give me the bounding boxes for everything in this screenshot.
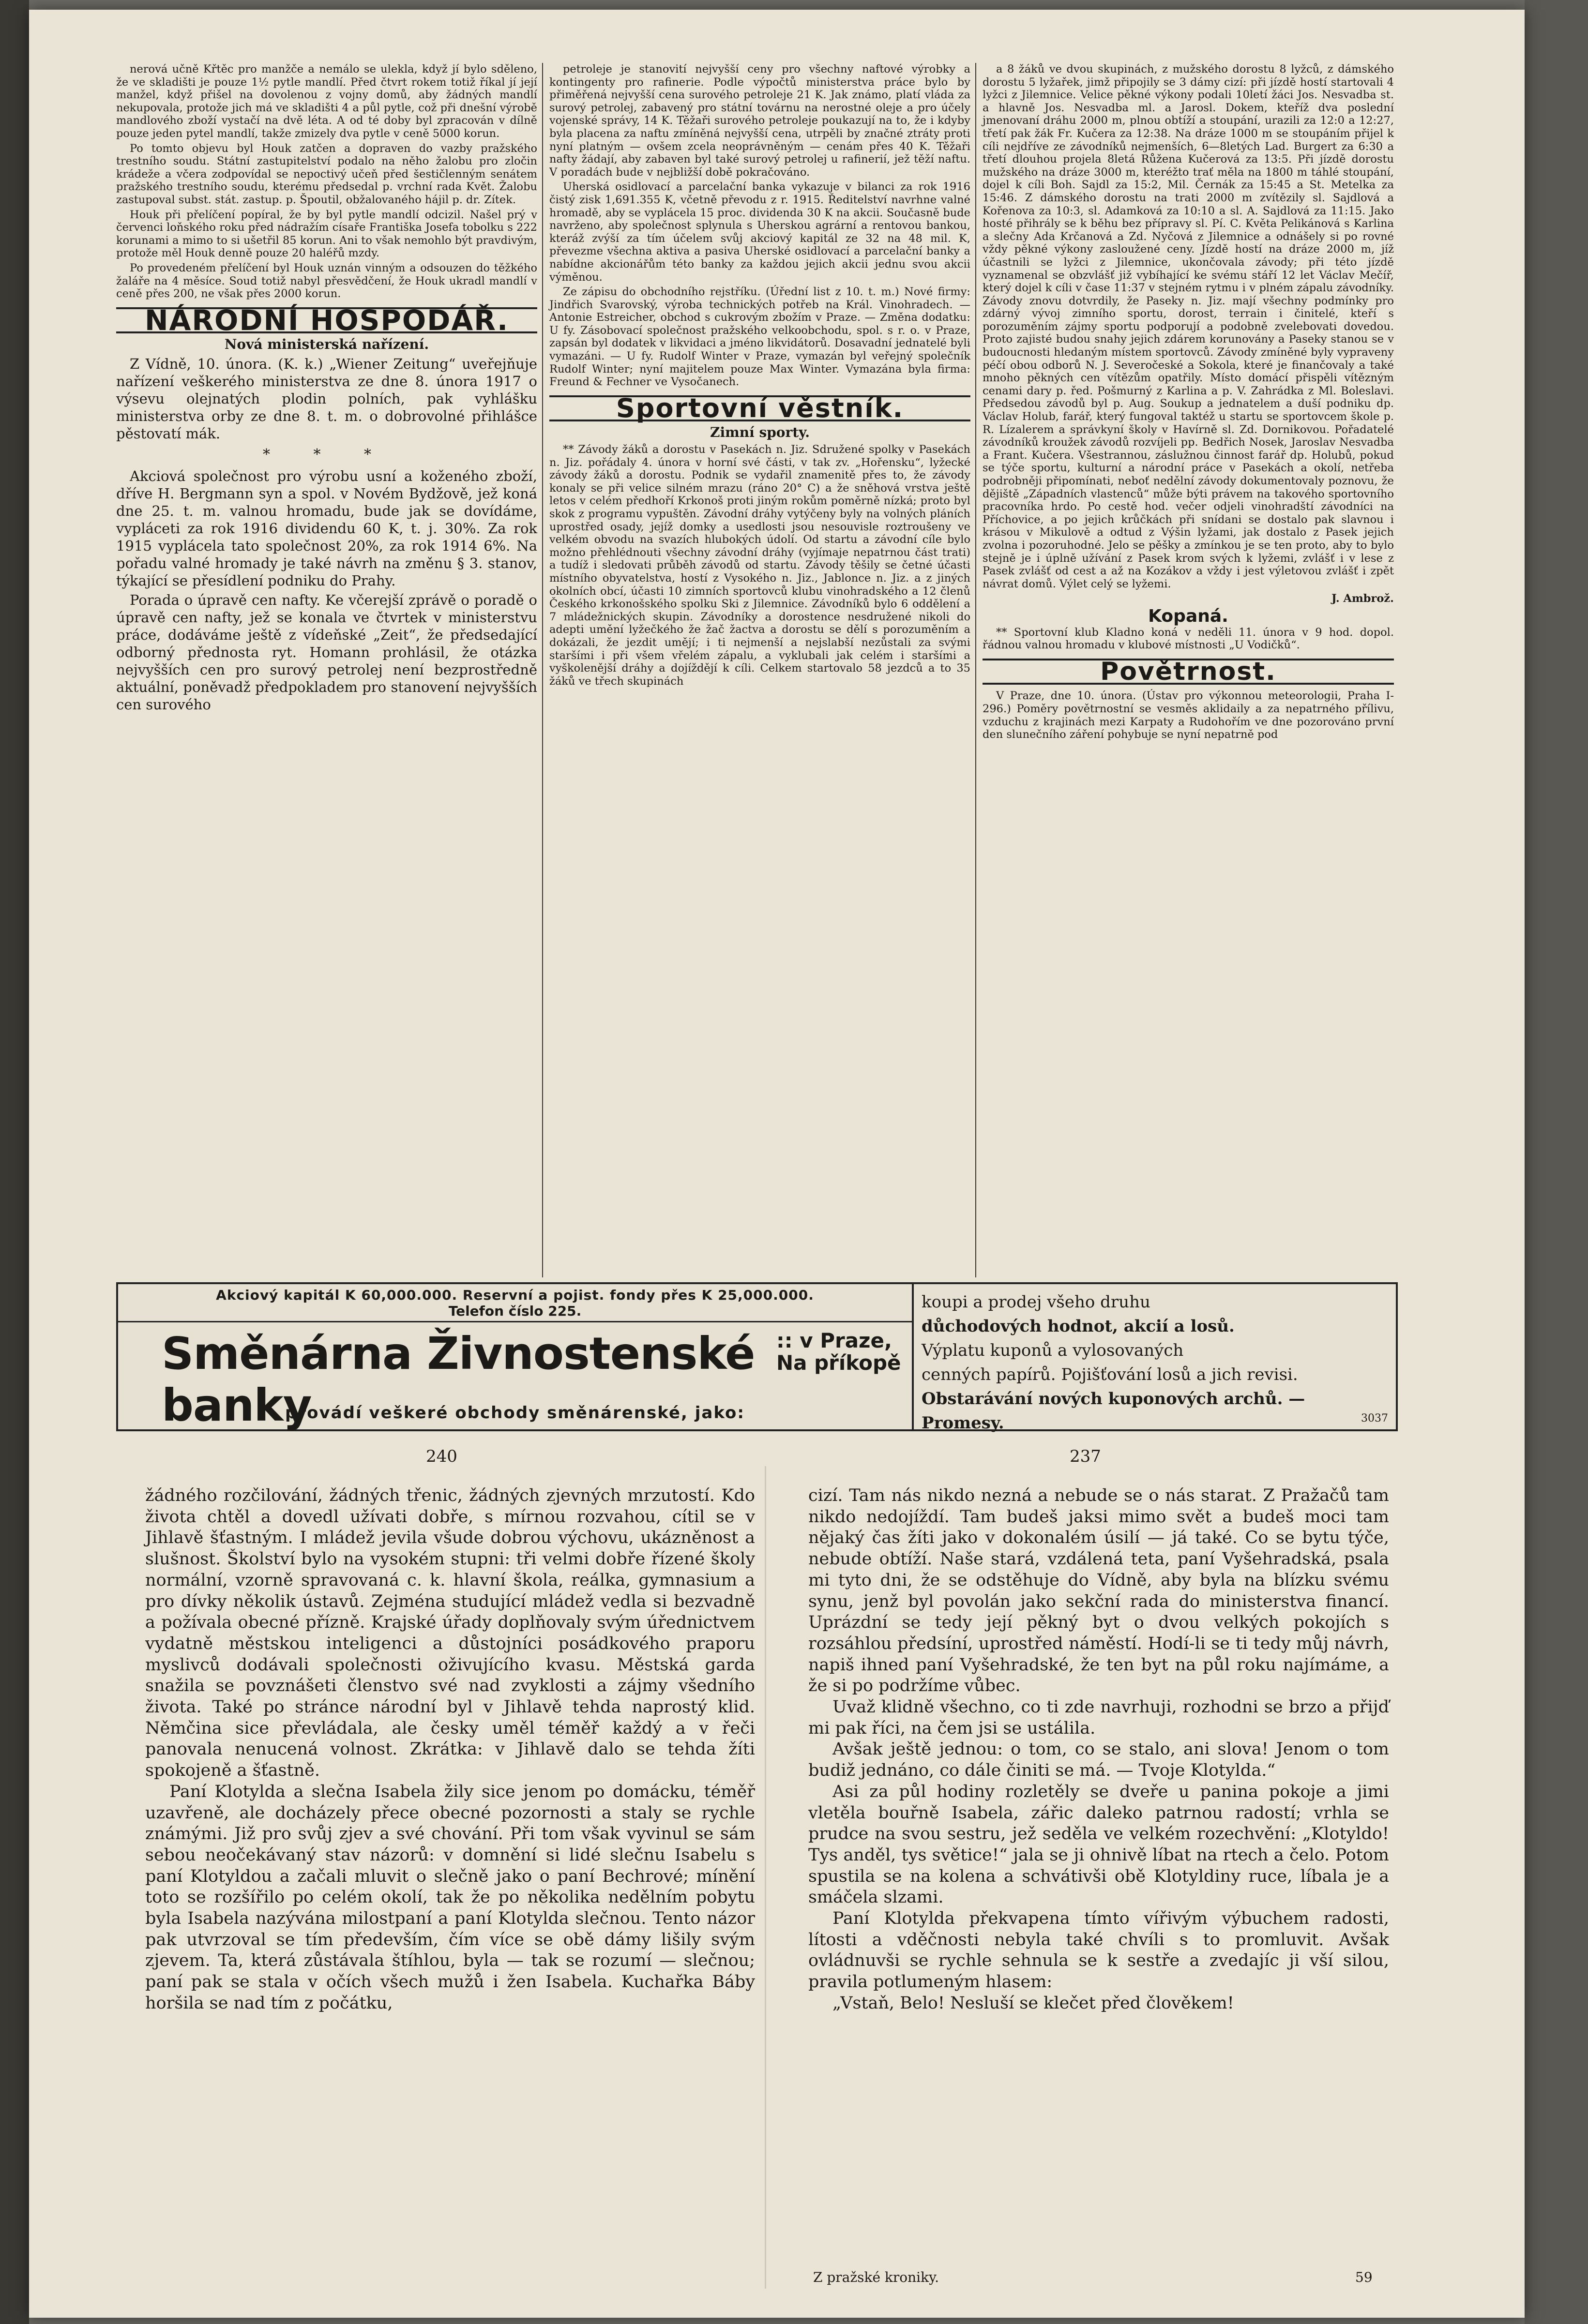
book-paragraph: Asi za půl hodiny rozletěly se dveře u panina pokoje a jimi vletěla bouřně Isabela, zářic daleko patrnou radostí; vrhla se prudce na svou sestru, jež seděla ve velkém rozechvění: „Klotyldo! Tys anděl, tys světice!“ jala se ji ohnivě líbat na rtech a čelo. Potom spustila se na kolena a schvátivši obě Klotyldiny ruce, líbala je a smáčela slzami. — [808, 1782, 1389, 1907]
book-page-right — [808, 1485, 1389, 2014]
news-paragraph: Po provedeném přelíčení byl Houk uznán vinným a odsouzen do těžkého žaláře na 4 měsíce. Soud totiž nabyl přesvědčení, že Houk ukradl mandlí v ceně přes 200, ne však přes 2000 korun. — [116, 261, 537, 300]
book-paragraph: Paní Klotylda a slečna Isabela žily sice jenom po domácku, téměř uzavřeně, ale docházely přece obecné pozornosti a staly se rychle známými. Již pro svůj zjev a své chování. Při tom však vyvinul se sám sebou neočekávaný stav názorů: v domnění si lidé slečnu Isabelu s paní Klotyldou a začali mluvit o slečně jako o paní Bechrové; mínění toto se rozšířilo po celém okolí, tak že po několika nedělním pobytu byla Isabela nazývána milostpaní a paní Klotylda slečnou. Tento názor pak utvrzoval se tím především, čím více se obě dámy lišily svým zjevem. Ta, která zůstávala štíhlou, byla — tak se rozumí — slečnou; paní pak se stala v očích všech mužů i žen Isabela. Kuchařka Báby horšila se nad tím z počátku, — [145, 1782, 755, 2013]
ad-right-panel — [922, 1290, 1381, 1435]
page-number-right: 237 — [1070, 1447, 1101, 1466]
news-paragraph: Po tomto objevu byl Houk zatčen a dopraven do vazby pražského trestního soudu. Státní zastupitelství podalo na něho žalobu pro zločin krádeže a včera zodpovídal se nepoctivý učeň před šestičlenným senátem pražského trestního soudu, kterému předsedal p. vrchní rada Květ. Žalobu zastupoval subst. stát. zastup. p. Špoutil, obžalovaného hájil p. dr. Zítek. — [116, 142, 537, 206]
ad-text-line: koupi a prodej všeho druhu — [922, 1292, 1150, 1312]
news-paragraph: Houk při přelíčení popíral, že by byl pytle mandlí odcizil. Našel prý v červenci loňského roku před nádražím císaře Františka Josefa tobolku s 222 korunami a mimo to si ušetřil 85 korun. Ani to však nemohlo být pravdivým, protože měl Houk denně pouze 20 haléřů mzdy. — [116, 208, 537, 260]
footer-source: Z pražské kroniky. — [813, 2269, 939, 2285]
separator-stars: * * * — [262, 446, 391, 463]
book-paragraph: Uvaž klidně všechno, co ti zde navrhuji, rozhodni se brzo a přijď mi pak říci, na čem jsi se ustálila. — [808, 1697, 1389, 1738]
section-header-narodni-hospodar: NÁRODNÍ HOSPODÁŘ. — [116, 307, 537, 334]
column-rule — [975, 63, 976, 1277]
subheader-zimni-sporty: Zimní sporty. — [710, 424, 810, 441]
news-paragraph: Z Vídně, 10. února. (K. k.) „Wiener Zeitung“ uveřejňuje nařízení veškerého ministerstva ze dne 8. února 1917 o výsevu olejnatých plodin polních, pak vyhlášku ministerstva orby ze dne 8. t. m. o dobrovolné přihlášce pěstovatí mák. — [116, 355, 537, 442]
ad-street-line: Na příkopě — [776, 1351, 901, 1375]
news-column-2 — [549, 63, 970, 690]
news-paragraph: Porada o úpravě cen nafty. Ke včerejší zprávě o poradě o úpravě cen nafty, jež se konala ve čtvrtek v ministerstvu práce, dodáváme ještě z vídeňské „Zeit“, že předsedající odborný přednosta ryt. Homann prohlásil, že otázka nejvyšších cen pro surový petrolej není bezprostředně aktuální, poněvadž předpokladem pro stanovení nejvyšších cen surového — [116, 591, 537, 713]
news-paragraph: V Praze, dne 10. února. (Ústav pro výkonnou meteorologii, Praha I-296.) Poměry povětrnostní se vesměs aklidaily a za nepatrného přílivu, vzduchu z krajinách mezi Karpaty a Rudohořím ve dne pozorováno první den slunečního záření pohybuje se nyní nepatrně pod — [983, 690, 1394, 741]
ad-services-line: provádí veškeré obchody směnárenské, jako: — [285, 1403, 745, 1423]
book-paragraph: Paní Klotylda překvapena tímto vířivým výbuchem radosti, lítosti a vděčnosti nebyla také chvíli s to promluvit. Avšak ovládnuvši se rychle sehnula se k sestře a zvedajíc ji vší silou, pravila potlumeným hlasem: — [808, 1909, 1389, 1992]
section-header-povetrnost: Povětrnost. — [983, 659, 1394, 685]
book-page-left — [145, 1485, 755, 2014]
news-paragraph: Ze zápisu do obchodního rejstříku. (Úřední list z 10. t. m.) Nové firmy: Jindřich Svarovský, výroba technických potřeb na Král. Vinohradech. — Antonie Estreicher, obchod s cukrovým zbožím v Praze. — Změna dodatku: U fy. Zásobovací společnost pražského velkoobchodu, spol. s r. o. v Praze, zapsán byl dodatek v likvidaci a jméno likvidátorů. Dosavadní jednatelé byli vymazáni. — U fy. Rudolf Winter v Praze, vymazán byl veřejný společník Rudolf Winter; nyní majitelem pouze Max Winter. Vymazána byla firma: Freund & Fechner ve Vysočanech. — [549, 285, 970, 389]
headline-ministerska-narizeni: Nová ministerská nařízení. — [224, 336, 429, 353]
news-paragraph: a 8 žáků ve dvou skupinách, z mužského dorostu 8 lyžců, z dámského dorostu 5 lyžařek, jimž připojily se 3 dámy cizí: při jízdě hostí startovali 4 lyžci z Jilemnice. Velice pěkné výkony podali 10letí žáci Jos. Nesvadba st. a hlavně Jos. Nesvadba ml. a Jarosl. Dokem, kteříž dva poslední jmenovaní dráhu 2000 m, plnou obtíží a stoupání, urazili za 12:0 a 12:27, třetí pak žák Fr. Kučera za 12:38. Na dráze 1000 m se stoupáním přijel k cíli nejdříve ze závodníků nejmenších, 6—8letých Lad. Burgert za 6:30 a třetí dlouhou projela 8letá Růžena Kučerová za 13:5. Při jízdě dorostu mužského na dráze 3000 m, kteréžto trať měla na 1800 m táhlé stoupání, dojel k cíli Boh. Sajdl za 15:2, Mil. Černák za 15:45 a St. Metelka za 15:46. Z dámského dorostu na trati 2000 m zvítězily sl. Sajdlová a Kořenova za 10:3, sl. Adamková za 10:10 a sl. A. Sajdlová za 11:15. Jako hosté přihrály se k běhu bez přípravy sl. Pí. C. Květa Pelikánová s Karlina a slečny Ada Krčanová a Zd. Nyčová z Jilemnice a odnášely si po rovné vždy pěkné výkony zasloužené ceny. Jízdě hostí na dráze 2000 m, jíž účastnili se lyžci z Jilemnice, ukončovala závody; při této jízdě vyznamenal se obzvlášť již vybíhající ke svému stáří 12 let Václav Mečíř, který dojel k cíli v čase 11:37 v stejném rytmu i v plném zápalu závodníky. Závody znovu dotvrdily, že Paseky n. Jiz. mají všechny podmínky pro zdárný vývoj zimního sportu, dorost, terrain i činitelé, kteří s porozuměním zájmy sportu podporují a podobně zvelebovati dovedou. Proto zajisté budou snahy jejich zdárem korunovány a Paseky stanou se v budoucnosti hledaným místem sportovců. Závody zmíněné byly vypraveny péčí obou odborů N. J. Severočeské a Sokola, které je finančovaly a také mnoho pěkných cen vítězům opatřily. Místo domácí přispěli vítězným cenami dary p. řed. Pošmurný z Karlina a p. V. Zahrádka z Ml. Boleslavi. Předsedou závodů byl p. Aug. Soukup a jednatelem a duší podniku dp. Václav Holub, farář, který fungoval taktéž u startu se sportovcem škole p. R. Lízalerem a správkyní školy v Havírně sl. Zd. Dornikovou. Pořadatelé závodníků kroužek závodů rozvíjeli pp. Bedřich Nosek, Jaroslav Nesvadba a Frant. Kučera. Všestrannou, záslužnou činnost farář dp. Holubů, pokud se týče sportu, kulturní a národní práce v Pasekách a okolí, netřeba podrobněji připomínati, neboť nedělní závody dokumentovaly poznovu, že dějiště „Západních vlastenců“ může býti právem na takového sportovního pracovníka hrdo. Po cestě hod. večer odjeli vinohradští závodníci na Příchovice, a po jejich krůčkách při snídani se dostalo pak slavnou i krásou v Mikulově a odtud z Výšin lyžami, jak dostalo z Pasek jejich zvolna i pozoruhodné. Jelo se pěšky a zmínkou je se ten proto, aby to bylo stejně je i úplně užívání z Pasek krom svých k lyžemi, zvlášť i v lese z Pasek zvlášť od cest a až na Kozákov a vždy i jest výletovou zvlášť i zpět návrat domů. Výlet celý se lyžemi. — [983, 63, 1394, 590]
news-column-3 — [983, 63, 1394, 743]
section-header-sportovni-vestnik: Sportovní věstník. — [549, 395, 970, 422]
ad-address — [776, 1330, 901, 1374]
book-gutter — [765, 1466, 766, 2289]
footer-page-number: 59 — [1355, 2269, 1373, 2285]
newspaper-clipping — [116, 63, 1394, 1282]
ad-phone-line: Telefon číslo 225. — [118, 1303, 912, 1322]
bank-advertisement — [116, 1282, 1398, 1431]
book-paragraph: Avšak ještě jednou: o tom, co se stalo, ani slova! Jenom o tom budiž jednáno, co dále činiti se má. — Tvoje Klotylda.“ — [808, 1739, 1389, 1781]
news-paragraph: Akciová společnost pro výrobu usní a koženého zboží, dříve H. Bergmann syn a spol. v Novém Bydžově, jež koná dne 25. t. m. valnou hromadu, bude jak se dovídáme, vypláceti za rok 1916 dividendu 60 K, t. j. 30%. Za rok 1915 vyplácela tato společnost 20%, za rok 1914 6%. Na pořadu valné hromady je také návrh na změnu § 3. stanov, týkající se přesídlení podniku do Prahy. — [116, 467, 537, 589]
page-number-left: 240 — [426, 1447, 457, 1466]
ad-left-panel — [118, 1284, 914, 1429]
book-paragraph: „Vstaň, Belo! Nesluší se klečet před člověkem! — [832, 1993, 1234, 2013]
ad-text-line: Výplatu kuponů a vylosovaných — [922, 1341, 1184, 1360]
ad-bank-name: Směnárna Živnostenské banky — [162, 1328, 755, 1431]
author-signature: J. Ambrož. — [1331, 592, 1394, 605]
news-paragraph: Uherská osidlovací a parcelační banka vykazuje v bilanci za rok 1916 čistý zisk 1,691.355 K, včetně převodu z r. 1915. Ředitelství navrhne valné hromadě, aby se vyplácela 15 proc. dividenda 30 K na akcii. Současně bude navrženo, aby společnost splynula s Uherskou agrární a rentovou bankou, kteráž zvýší za tím účelem svůj akciový kapitál ze 32 na 48 mil. K, převezme všechna aktiva a pasiva Uherské osidlovací a parcelační banky a nabídne akcionářům této banky za každou jejich akcii jednu svou akcii výměnou. — [549, 180, 970, 284]
news-paragraph: ** Závody žáků a dorostu v Pasekách n. Jiz. Sdružené spolky v Pasekách n. Jiz. pořádaly 4. února v horní své části, v tak zv. „Hořensku“, lyžecké závody žáků a dorostu. Podnik se vydařil znamenitě přes to, že závody konaly se při velice silném mrazu (ráno 20° C) a že sněhová vrstva ještě letos v celém předhoří Krkonoš proti jiným rokům poměrně nízká; proto byl skok z programu vypuštěn. Závodní dráhy vytýčeny byly na volných pláních uprostřed osady, jejíž domky a usedlosti jsou nesouvisle roztroušeny ve velkém obvodu na svazích hlubokých údolí. Od startu a závodní cíle bylo možno přehlédnouti všechny závodní dráhy (vyjímaje nepatrnou část trati) a tudíž i sledovati průběh závodů od startu. Závody těšily se četné účasti místního obyvatelstva, hostí z Vysokého n. Jiz., Jablonce n. Jiz. a z jiných okolních obcí, účasti 10 zimních sportovců klubu vinohradského a 12 členů Českého krkonošského spolku Ski z Jilemnice. Závodníků bylo 6 oddělení a 7 mládežnických skupin. Závodníky a dorostence nesdružené nikoli do adepti umění lyžečkého že žač žactva a dorostu se dělí s porozuměním a dokázali, že jezdit umějí; i ti nejmenší a nejslabší nezůstali za svými staršími i při všem vřelém zápalu, a vyklubali jak celém i staršími a vyškolenější dráhy a dojíždějí k cíli. Celkem startovalo 58 jezdců a to 35 žáků ve třech skupinách — [549, 443, 970, 688]
scan-edge-left — [0, 0, 29, 2324]
book-paragraph: cizí. Tam nás nikdo nezná a nebude se o nás starat. Z Pražačů tam nikdo nedojíždí. Tam budeš jaksi mimo svět a budeš moci tam nějaký čas žíti jako v dokonalém úsilí — já také. Co se bytu týče, nebude obtíží. Naše stará, vzdálená teta, paní Vyšehradská, psala mi tyto dni, že se odstěhuje do Vídně, aby byla na blízku svému synu, jenž byl povolán jako sekční rada do ministerstva financí. Uprázdní se tedy její pěkný byt o dvou velkých pokojích s rozsáhlou předsíní, uprostřed náměstí. Hodí-li se ti tedy můj návrh, napiš ihned paní Vyšehradské, že ten byt na půl roku najímáme, a že si po podržíme vůbec. — [808, 1486, 1389, 1696]
ad-city-line: :: v Praze, — [776, 1329, 892, 1352]
news-paragraph: nerová učně Křtěc pro manžče a nemálo se ulekla, když jí bylo sděleno, že ve skladišti je pouze 1½ pytle mandlí. Před čtvrt rokem totiž říkal jí její manžel, když přišel na dovolenou z vojny domů, aby žádných mandlí nekupovala, protože jich má ve skladišti 4 a půl pytle, což při dnešní výrobě mandlového zboží vystačí na dvě léta. A od té doby byl zpracován v dílně pouze jeden pytel mandlí, takže zmizely dva pytle v ceně 5000 korun. — [116, 63, 537, 140]
column-rule — [542, 63, 543, 1277]
ad-text-line: Obstarávání nových kuponových archů. — Promesy. — [922, 1389, 1305, 1433]
scan-edge-right — [1525, 0, 1588, 2324]
ad-text-line: cenných papírů. Pojišťování losů a jich revisi. — [922, 1365, 1298, 1384]
news-column-1 — [116, 63, 537, 715]
ad-text-line: důchodových hodnot, akcií a losů. — [922, 1317, 1235, 1336]
book-spread — [97, 1447, 1423, 2313]
subheader-kopana: Kopaná. — [1148, 606, 1228, 626]
ad-number: 3037 — [1361, 1412, 1388, 1424]
book-paragraph: žádného rozčilování, žádných třenic, žádných zjevných mrzutostí. Kdo života chtěl a dovedl užívati dobře, s mírnou rozvahou, cítil se v Jihlavě šťastným. I mládež jevila všude dobrou výchovu, ukázněnost a slušnost. Školství bylo na vysokém stupni: tři velmi dobře řízené školy normální, vzorně spravovaná c. k. hlavní škola, reálka, gymnasium a pro dívky několik ústavů. Zejména studující mládež vedla si bezvadně a požívala obecné přízně. Krajské úřady doplňovaly svým úřednictvem vydatně městskou inteligenci a důstojníci posádkového praporu myslivců dodávali společnosti oživujícího kvasu. Městská garda snažila se povznášeti členstvo své nad zvyklosti a zájmy všedního života. Také po stránce národní byl v Jihlavě tehda naprostý klid. Němčina sice převládala, ale česky uměl téměř každý a v řeči panovala nenucená volnost. Zkrátka: v Jihlavě dalo se tehda žíti spokojeně a šťastně. — [145, 1486, 755, 1781]
ad-capital-line: Akciový kapitál K 60,000.000. Reservní a pojist. fondy přes K 25,000.000. — [216, 1287, 814, 1303]
news-paragraph: ** Sportovní klub Kladno koná v neděli 11. února v 9 hod. dopol. řádnou valnou hromadu v klubové místnosti „U Vodičků“. — [983, 626, 1394, 652]
news-paragraph: petroleje je stanovití nejvyšší ceny pro všechny naftové výrobky a kontingenty pro rafinerie. Podle výpočtů ministerstva práce bylo by přiměřená nejvyšší cena surového petroleje 21 K. Jak známo, platí vláda za surový petrolej, zabavený pro státní továrnu na nerostné oleje a pro účely vojenské správy, 14 K. Těžaři surového petroleje poukazují na to, že i kdyby byla placena za naftu zmíněná nejvyšší cena, utrpěli by značné ztráty proti nyní platným — ovšem zcela neoprávněným — cenám přes 40 K. Těžaři nafty žádají, aby zabaven byl také surový petrolej u rafinerií, jež těží naftu. V poradách bude v nejbližší době pokračováno. — [549, 63, 970, 179]
